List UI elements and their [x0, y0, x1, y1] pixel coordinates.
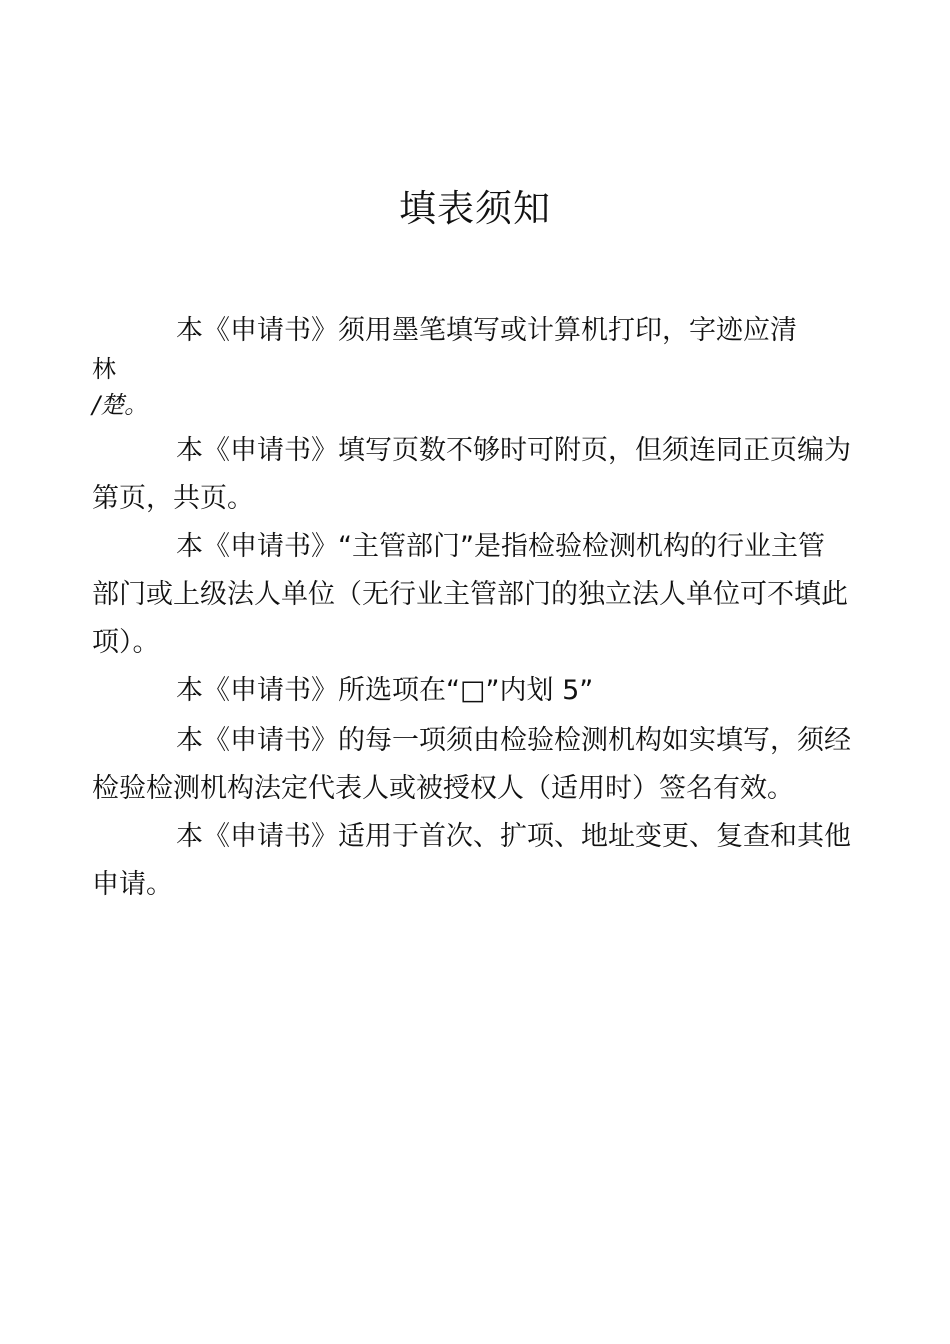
instruction-line-2: 林	[92, 355, 116, 383]
instruction-line-1: 本《申请书》须用墨笔填写或计算机打印，字迹应清	[176, 315, 797, 346]
instruction-line-5: 第页，共页。	[92, 483, 254, 514]
instruction-line-13: 申请。	[92, 869, 173, 900]
page-title: 填表须知	[399, 187, 551, 230]
instruction-line-3: /楚。	[92, 391, 149, 419]
instruction-line-4: 本《申请书》填写页数不够时可附页，但须连同正页编为	[176, 435, 851, 466]
instruction-line-11: 检验检测机构法定代表人或被授权人（适用时）签名有效。	[92, 773, 794, 804]
instruction-line-8: 项）。	[92, 627, 160, 658]
instruction-line-7: 部门或上级法人单位（无行业主管部门的独立法人单位可不填此	[92, 579, 848, 610]
instruction-line-9: 本《申请书》所选项在“□”内划 5”	[176, 675, 594, 706]
instruction-line-6: 本《申请书》“主管部门”是指检验检测机构的行业主管	[176, 531, 825, 562]
instruction-line-12: 本《申请书》适用于首次、扩项、地址变更、复查和其他	[176, 821, 851, 852]
instruction-line-10: 本《申请书》的每一项须由检验检测机构如实填写，须经	[176, 725, 851, 756]
